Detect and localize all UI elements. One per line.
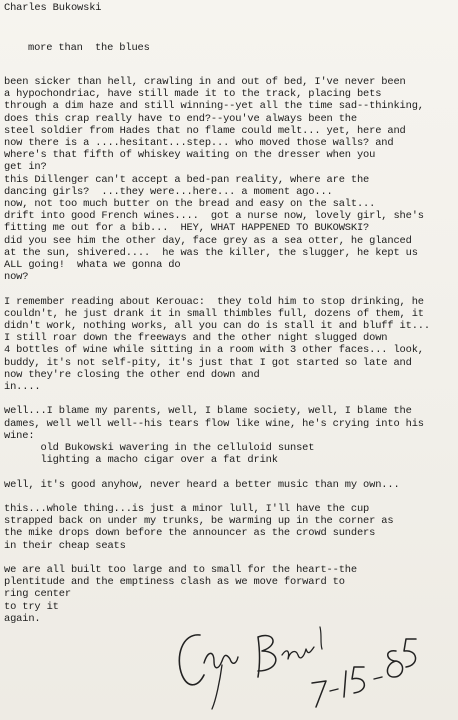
poem-line: I still roar down the freeways and the other night slugged down bbox=[4, 332, 388, 345]
poem-line: well...I blame my parents, well, I blame society, well, I blame the bbox=[4, 405, 412, 418]
poem-line: in.... bbox=[4, 381, 41, 393]
poem-line: where's that fifth of whiskey waiting on the dresser when you bbox=[4, 149, 376, 162]
poem-line: fitting me out for a bib... HEY, WHAT HAPPENED TO BUKOWSKI? bbox=[4, 222, 370, 235]
poem-line: this...whole thing...is just a minor lull, I'll have the cup bbox=[4, 503, 370, 515]
poem-line: strapped back on under my trunks, be warming up in the corner as bbox=[4, 515, 394, 528]
poem-line: couldn't, he just drank it in small thimbles full, dozens of them, it bbox=[4, 307, 424, 320]
poem-line: in their cheap seats bbox=[4, 539, 126, 552]
poem-line: now? bbox=[4, 271, 29, 284]
poem-line: the mike drops down before the announcer as the crowd sunders bbox=[4, 527, 376, 540]
poem-line: drift into good French wines.... got a nurse now, lovely girl, she's bbox=[4, 210, 424, 223]
poem-line: does this crap really have to end?--you've always been the bbox=[4, 112, 357, 125]
poem-line: get in? bbox=[4, 161, 47, 174]
poem-line: at the sun, shivered.... he was the killer, the slugger, he kept us bbox=[4, 246, 418, 259]
author-line: Charles Bukowski bbox=[4, 2, 102, 14]
poem-line: this Dillenger can't accept a bed-pan reality, where are the bbox=[4, 173, 370, 186]
poem-line: now, not too much butter on the bread and easy on the salt... bbox=[4, 198, 376, 210]
poem-line: again. bbox=[4, 612, 41, 625]
poem-title: more than the blues bbox=[28, 42, 150, 54]
poem-line: wine: bbox=[4, 429, 35, 442]
poem-line: did you see him the other day, face grey as a sea otter, he glanced bbox=[4, 234, 412, 247]
poem-line: now they're closing the other end down and bbox=[4, 368, 260, 381]
poem-line: well, it's good anyhow, never heard a better music than my own... bbox=[4, 478, 400, 491]
poem-line: buddy, it's not self-pity, it's just that I got started so late and bbox=[4, 356, 412, 369]
poem-line: we are all built too large and to small for the heart--the bbox=[4, 564, 357, 576]
poem-line: didn't work, nothing works, all you can do is stall it and bluff it... bbox=[4, 320, 430, 332]
poem-line: been sicker than hell, crawling in and out of bed, I've never been bbox=[4, 76, 406, 88]
handwritten-signature-and-date bbox=[170, 605, 420, 715]
poem-line: steel soldier from Hades that no flame could melt... yet, here and bbox=[4, 124, 406, 137]
poem-line: dancing girls? ...they were...here... a moment ago... bbox=[4, 185, 333, 198]
poem-line: through a dim haze and still winning--yet all the time sad--thinking, bbox=[4, 100, 424, 113]
poem-line: dames, well well well--his tears flow like wine, he's crying into his bbox=[4, 417, 424, 430]
poem-line: plentitude and the emptiness clash as we move forward to bbox=[4, 576, 345, 589]
poem-line: now there is a ....hesitant...step... who moved those walls? and bbox=[4, 137, 394, 149]
poem-line: to try it bbox=[4, 600, 59, 613]
poem-line: lighting a macho cigar over a fat drink bbox=[4, 454, 278, 467]
poem-line: ALL going! whata we gonna do bbox=[4, 259, 181, 271]
poem-line: ring center bbox=[4, 588, 71, 601]
poem-line: 4 bottles of wine while sitting in a room with 3 other faces... look, bbox=[4, 344, 424, 357]
poem-line: I remember reading about Kerouac: they told him to stop drinking, he bbox=[4, 295, 424, 308]
poem-line: old Bukowski wavering in the celluloid sunset bbox=[4, 442, 315, 454]
poem-line: a hypochondriac, have still made it to the track, placing bets bbox=[4, 88, 382, 101]
